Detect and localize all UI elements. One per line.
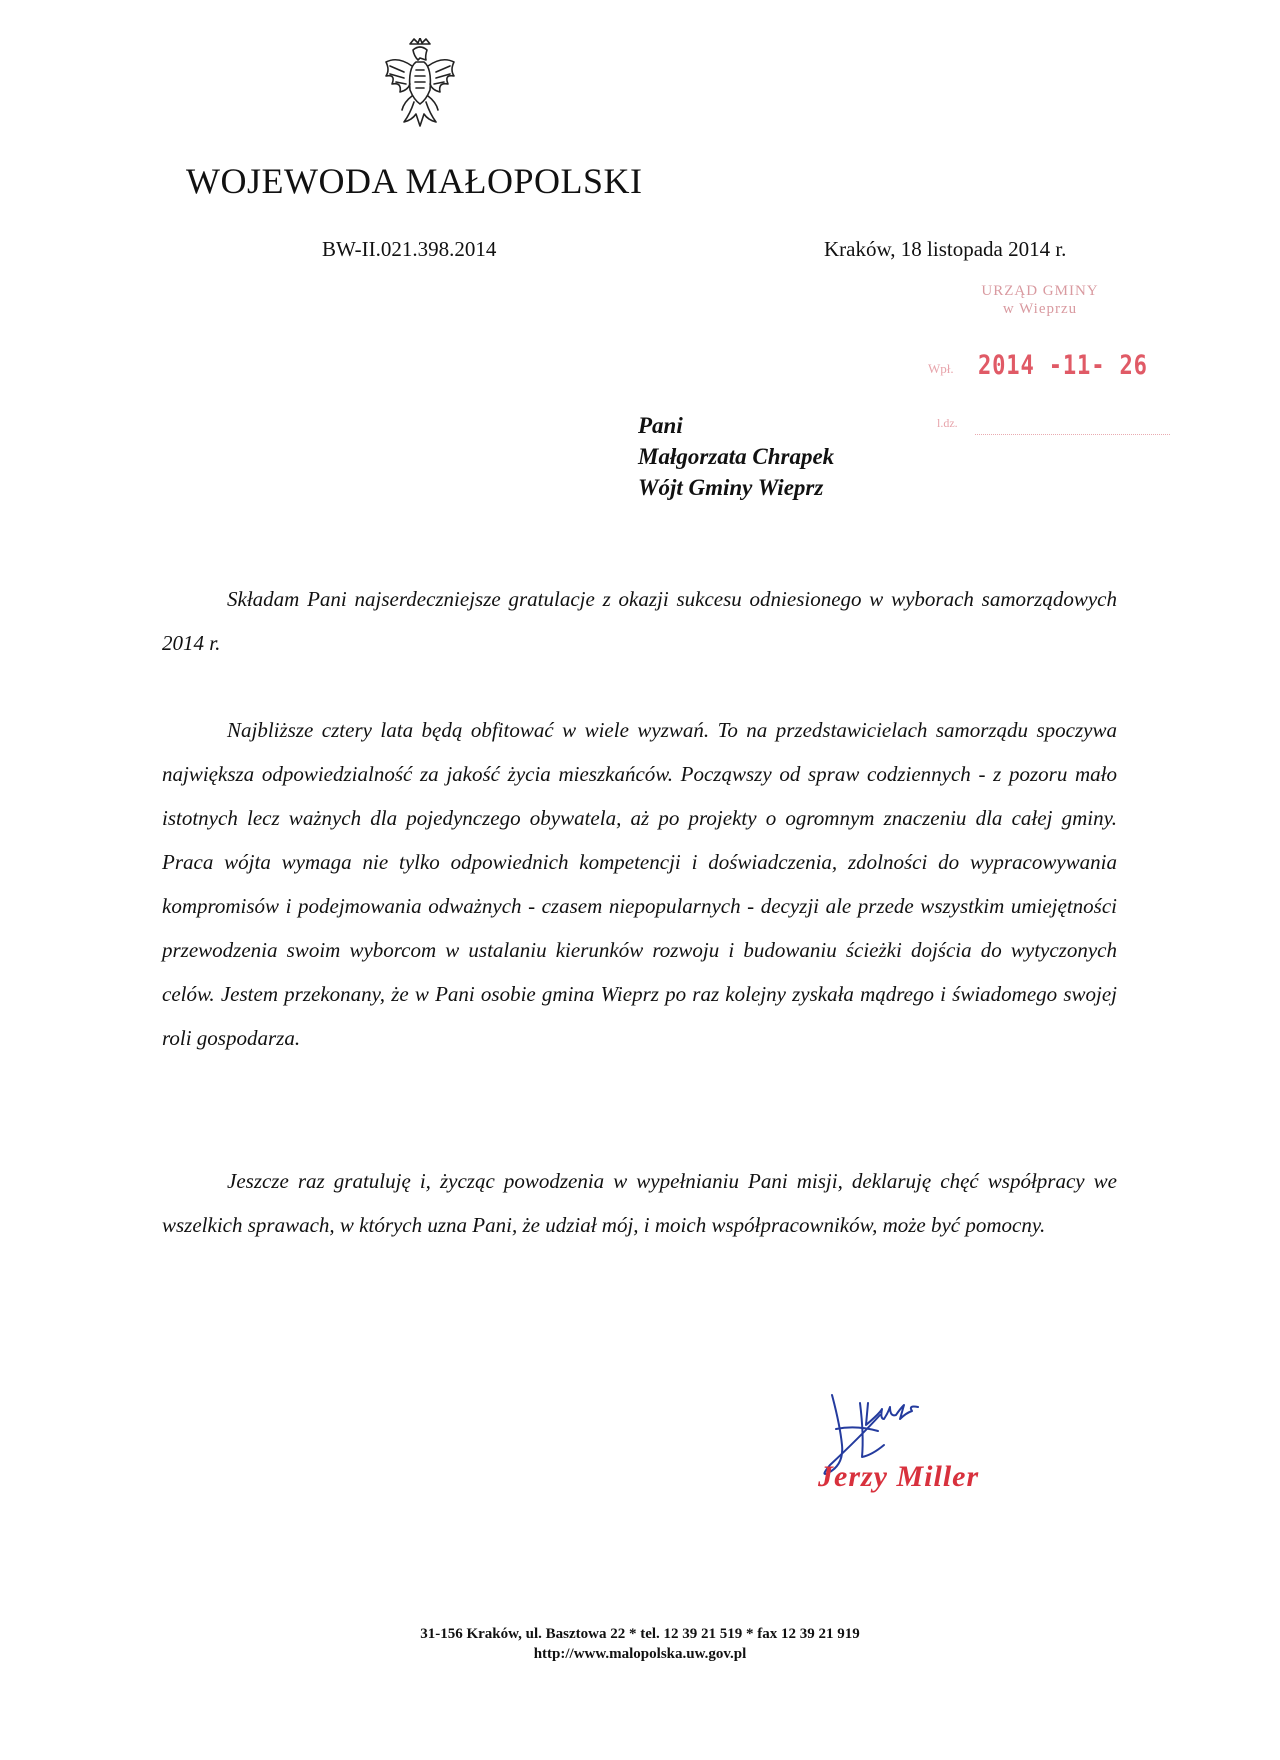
letter-paragraph-2: [162, 708, 1117, 1060]
reference-number: BW-II.021.398.2014: [322, 237, 497, 261]
paragraph-text: Składam Pani najserdeczniejsze gratulacje z okazji sukcesu odniesionego w wyborach samorządowych 2014 r.: [162, 587, 1117, 655]
stamp-entry-line: [975, 422, 1170, 435]
addressee-salutation: Pani: [638, 413, 683, 438]
stamp-received-date: 2014 -11- 26: [978, 350, 1148, 381]
stamp-town: w Wieprzu: [1002, 301, 1078, 317]
stamp-office: URZĄD GMINY: [981, 283, 1099, 299]
addressee-block: [638, 410, 834, 503]
paragraph-text: Jeszcze raz gratuluję i, życząc powodzenia w wypełnianiu Pani misji, deklaruję chęć współpracy we wszelkich sprawach, w których uzna Pani, że udział mój, i moich współpracowników, może być pomocny.: [162, 1169, 1117, 1237]
place-date: Kraków, 18 listopada 2014 r.: [824, 237, 1067, 261]
addressee-title: Wójt Gminy Wieprz: [638, 475, 824, 500]
letterhead-footer: [0, 1624, 1280, 1664]
addressee-name: Małgorzata Chrapek: [638, 444, 835, 469]
eagle-emblem: [380, 38, 460, 130]
paragraph-text: Najbliższe cztery lata będą obfitować w wiele wyzwań. To na przedstawicielach samorządu spoczywa największa odpowiedzialność za jakość życia mieszkańców. Począwszy od spraw codziennych - z pozoru mało istotnych lecz ważnych dla pojedynczego obywatela, aż po projekty o ogromnym znaczeniu dla całej gminy. Praca wójta wymaga nie tylko odpowiednich kompetencji i doświadczenia, zdolności do wypracowywania kompromisów i podejmowania odważnych - czasem niepopularnych - decyzji ale przede wszystkim umiejętności przewodzenia swoim wyborcom w ustalaniu kierunków rozwoju i budowaniu ścieżki dojścia do wytyczonych celów. Jestem przekonany, że w Pani osobie gmina Wieprz po raz kolejny zyskała mądrego i świadomego swojej roli gospodarza.: [162, 718, 1117, 1050]
letter-paragraph-1: [162, 577, 1117, 665]
signer-name: Jerzy Miller: [818, 1460, 980, 1493]
footer-address: 31-156 Kraków, ul. Basztowa 22 * tel. 12 39 21 519 * fax 12 39 21 919: [420, 1626, 860, 1642]
letter-paragraph-3: [162, 1159, 1117, 1247]
footer-website[interactable]: http://www.malopolska.uw.gov.pl: [533, 1646, 747, 1662]
stamp-received-label: Wpł.: [928, 361, 954, 376]
office-title: WOJEWODA MAŁOPOLSKI: [186, 161, 643, 201]
receipt-stamp: [930, 282, 1150, 318]
stamp-entry-label: l.dz.: [937, 416, 958, 430]
